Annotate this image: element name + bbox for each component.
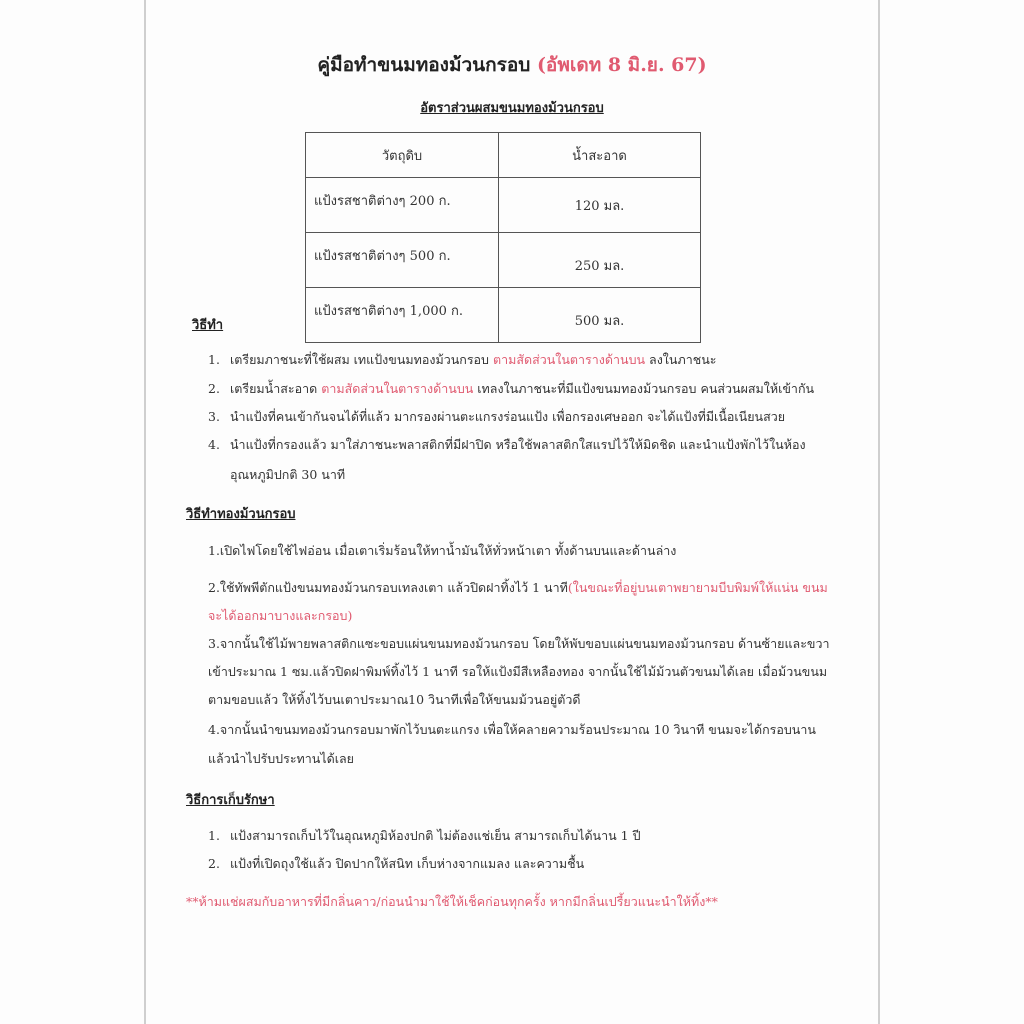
cooking-step-2-text: 2.ใช้ทัพพีตักแป้งขนมทองม้วนกรอบเทลงเตา แล้วปิดฝาทิ้งไว้ 1 นาที [208, 580, 568, 595]
storage-heading: วิธีการเก็บรักษา [186, 793, 275, 808]
table-header-row [306, 133, 701, 178]
table-row [306, 233, 701, 288]
method-step-2 [208, 379, 814, 399]
document-title [0, 50, 1024, 80]
cell-water: 250 มล. [499, 233, 701, 288]
item-text: แป้งที่เปิดถุงใช้แล้ว ปิดปากให้สนิท เก็บห่างจากแมลง และความชื้น [230, 856, 585, 871]
warning-note: **ห้ามแช่ผสมกับอาหารที่มีกลิ่นคาว/ก่อนนำมาใช้ให้เช็คก่อนทุกครั้ง หากมีกลิ่นเปรี้ยวแนะนำให้ทิ้ง** [186, 894, 718, 909]
method-step-4-cont: อุณหภูมิปกติ 30 นาที [230, 467, 346, 482]
cooking-step-3: 3.จากนั้นใช้ไม้พายพลาสติกแซะขอบแผ่นขนมทองม้วนกรอบ โดยให้พับขอบแผ่นขนมทองม้วนกรอบ ด้านซ้ายและขวา [208, 636, 830, 651]
storage-item-2 [208, 854, 584, 874]
item-number: 1. [208, 828, 220, 843]
method-step-3 [208, 407, 785, 427]
cell-water: 120 มล. [499, 178, 701, 233]
cooking-heading: วิธีทำทองม้วนกรอบ [186, 507, 296, 522]
cooking-step-1: 1.เปิดไฟโดยใช้ไฟอ่อน เมื่อเตาเริ่มร้อนให้ทาน้ำมันให้ทั่วหน้าเตา ทั้งด้านบนและด้านล่าง [208, 543, 677, 558]
step-number: 1. [208, 352, 220, 367]
header-ingredient: วัตถุดิบ [306, 133, 499, 178]
title-update: (อัพเดท 8 มิ.ย. 67) [536, 54, 707, 76]
step-text: เตรียมภาชนะที่ใช้ผสม เทแป้งขนมทองม้วนกรอบ [230, 352, 493, 367]
step-text-end: เทลงในภาชนะที่มีแป้งขนมทองม้วนกรอบ คนส่วนผสมให้เข้ากัน [473, 381, 815, 396]
item-text: แป้งสามารถเก็บไว้ในอุณหภูมิห้องปกติ ไม่ต้องแช่เย็น สามารถเก็บได้นาน 1 ปี [230, 828, 641, 843]
table-row [306, 288, 701, 343]
step-number: 4. [208, 437, 220, 452]
ratio-table [305, 132, 701, 343]
page-edge-left [144, 0, 146, 1024]
cell-ingredient: แป้งรสชาติต่างๆ 500 ก. [306, 233, 499, 288]
cooking-step-2-highlight: (ในขณะที่อยู่บนเตาพยายามบีบพิมพ์ให้แน่น ขนม [567, 580, 828, 595]
cooking-step-4: 4.จากนั้นนำขนมทองม้วนกรอบมาพักไว้บนตะแกรง เพื่อให้คลายความร้อนประมาณ 10 วินาที ขนมจะได้กรอบนาน [208, 722, 816, 737]
step-number: 2. [208, 381, 220, 396]
step-number: 3. [208, 409, 220, 424]
cell-water: 500 มล. [499, 288, 701, 343]
method-step-1 [208, 350, 716, 370]
step-text: นำแป้งที่คนเข้ากันจนได้ที่แล้ว มากรองผ่านตะแกรงร่อนแป้ง เพื่อกรองเศษออก จะได้แป้งที่มีเนื้อเนียนสวย [230, 409, 786, 424]
ratio-subtitle: อัตราส่วนผสมขนมทองม้วนกรอบ [420, 101, 604, 116]
table-row [306, 178, 701, 233]
storage-item-1 [208, 826, 641, 846]
cooking-step-3-cont: เข้าประมาณ 1 ซม.แล้วปิดฝาพิมพ์ทิ้งไว้ 1 นาที รอให้แป้งมีสีเหลืองทอง จากนั้นใช้ไม้ม้วนตัวขนมได้เลย เมื่อม้วนขนม [208, 664, 828, 679]
cooking-step-2-cont: จะได้ออกมาบางและกรอบ) [208, 608, 353, 623]
cell-ingredient: แป้งรสชาติต่างๆ 200 ก. [306, 178, 499, 233]
step-text: เตรียมน้ำสะอาด [230, 381, 322, 396]
header-water: น้ำสะอาด [499, 133, 701, 178]
cooking-step-4-cont: แล้วนำไปรับประทานได้เลย [208, 751, 354, 766]
cell-ingredient: แป้งรสชาติต่างๆ 1,000 ก. [306, 288, 499, 343]
method-step-4 [208, 435, 806, 455]
step-text: นำแป้งที่กรองแล้ว มาใส่ภาชนะพลาสติกที่มีฝาปิด หรือใช้พลาสติกใสแรปไว้ให้มิดชิด และนำแป้งพักไว้ในห้อง [230, 437, 806, 452]
item-number: 2. [208, 856, 220, 871]
step-text-end: ลงในภาชนะ [645, 352, 717, 367]
step-highlight: ตามสัดส่วนในตารางด้านบน [492, 352, 646, 367]
method-heading: วิธีทำ [192, 318, 224, 333]
cooking-step-3-cont2: ตามขอบแล้ว ให้ทิ้งไว้บนเตาประมาณ10 วินาทีเพื่อให้ขนมม้วนอยู่ตัวดี [208, 692, 581, 707]
step-highlight: ตามสัดส่วนในตารางด้านบน [321, 381, 474, 396]
title-main: คู่มือทำขนมทองม้วนกรอบ [317, 54, 531, 76]
cooking-step-2 [208, 578, 828, 598]
page-edge-right [878, 0, 880, 1024]
